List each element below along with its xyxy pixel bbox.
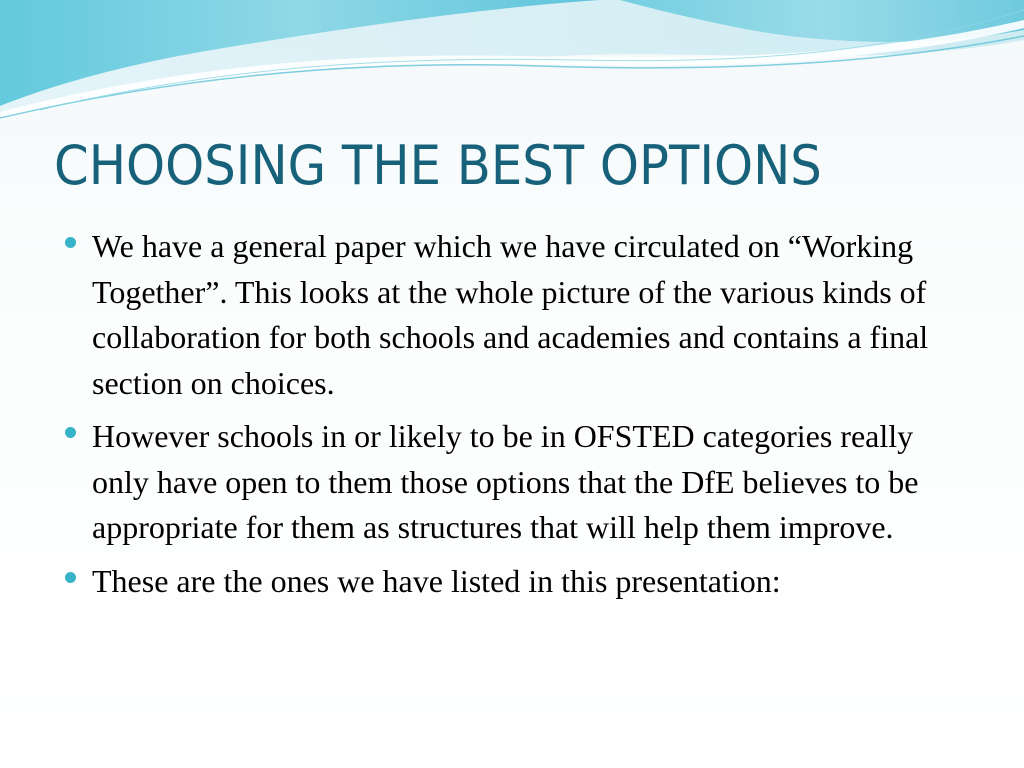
bullet-dot-icon bbox=[65, 572, 76, 583]
slide-title: CHOOSING THE BEST OPTIONS bbox=[54, 134, 822, 197]
bullet-item bbox=[62, 414, 962, 551]
bullet-item bbox=[62, 224, 962, 406]
bullet-item bbox=[62, 559, 962, 605]
bullet-dot-icon bbox=[65, 427, 76, 438]
bullet-list bbox=[62, 224, 962, 612]
bullet-text: These are the ones we have listed in this presentation: bbox=[92, 562, 781, 599]
bullet-text: We have a general paper which we have circulated on “Working Together”. This looks at the whole picture of the various kinds of collaboration for both schools and academies and contains a final section on choices. bbox=[92, 228, 929, 401]
bullet-dot-icon bbox=[65, 237, 76, 248]
header-wave-decoration bbox=[0, 0, 1024, 130]
bullet-text: However schools in or likely to be in OFSTED categories really only have open to them those options that the DfE believes to be appropriate for them as structures that will help them improve. bbox=[92, 418, 919, 545]
